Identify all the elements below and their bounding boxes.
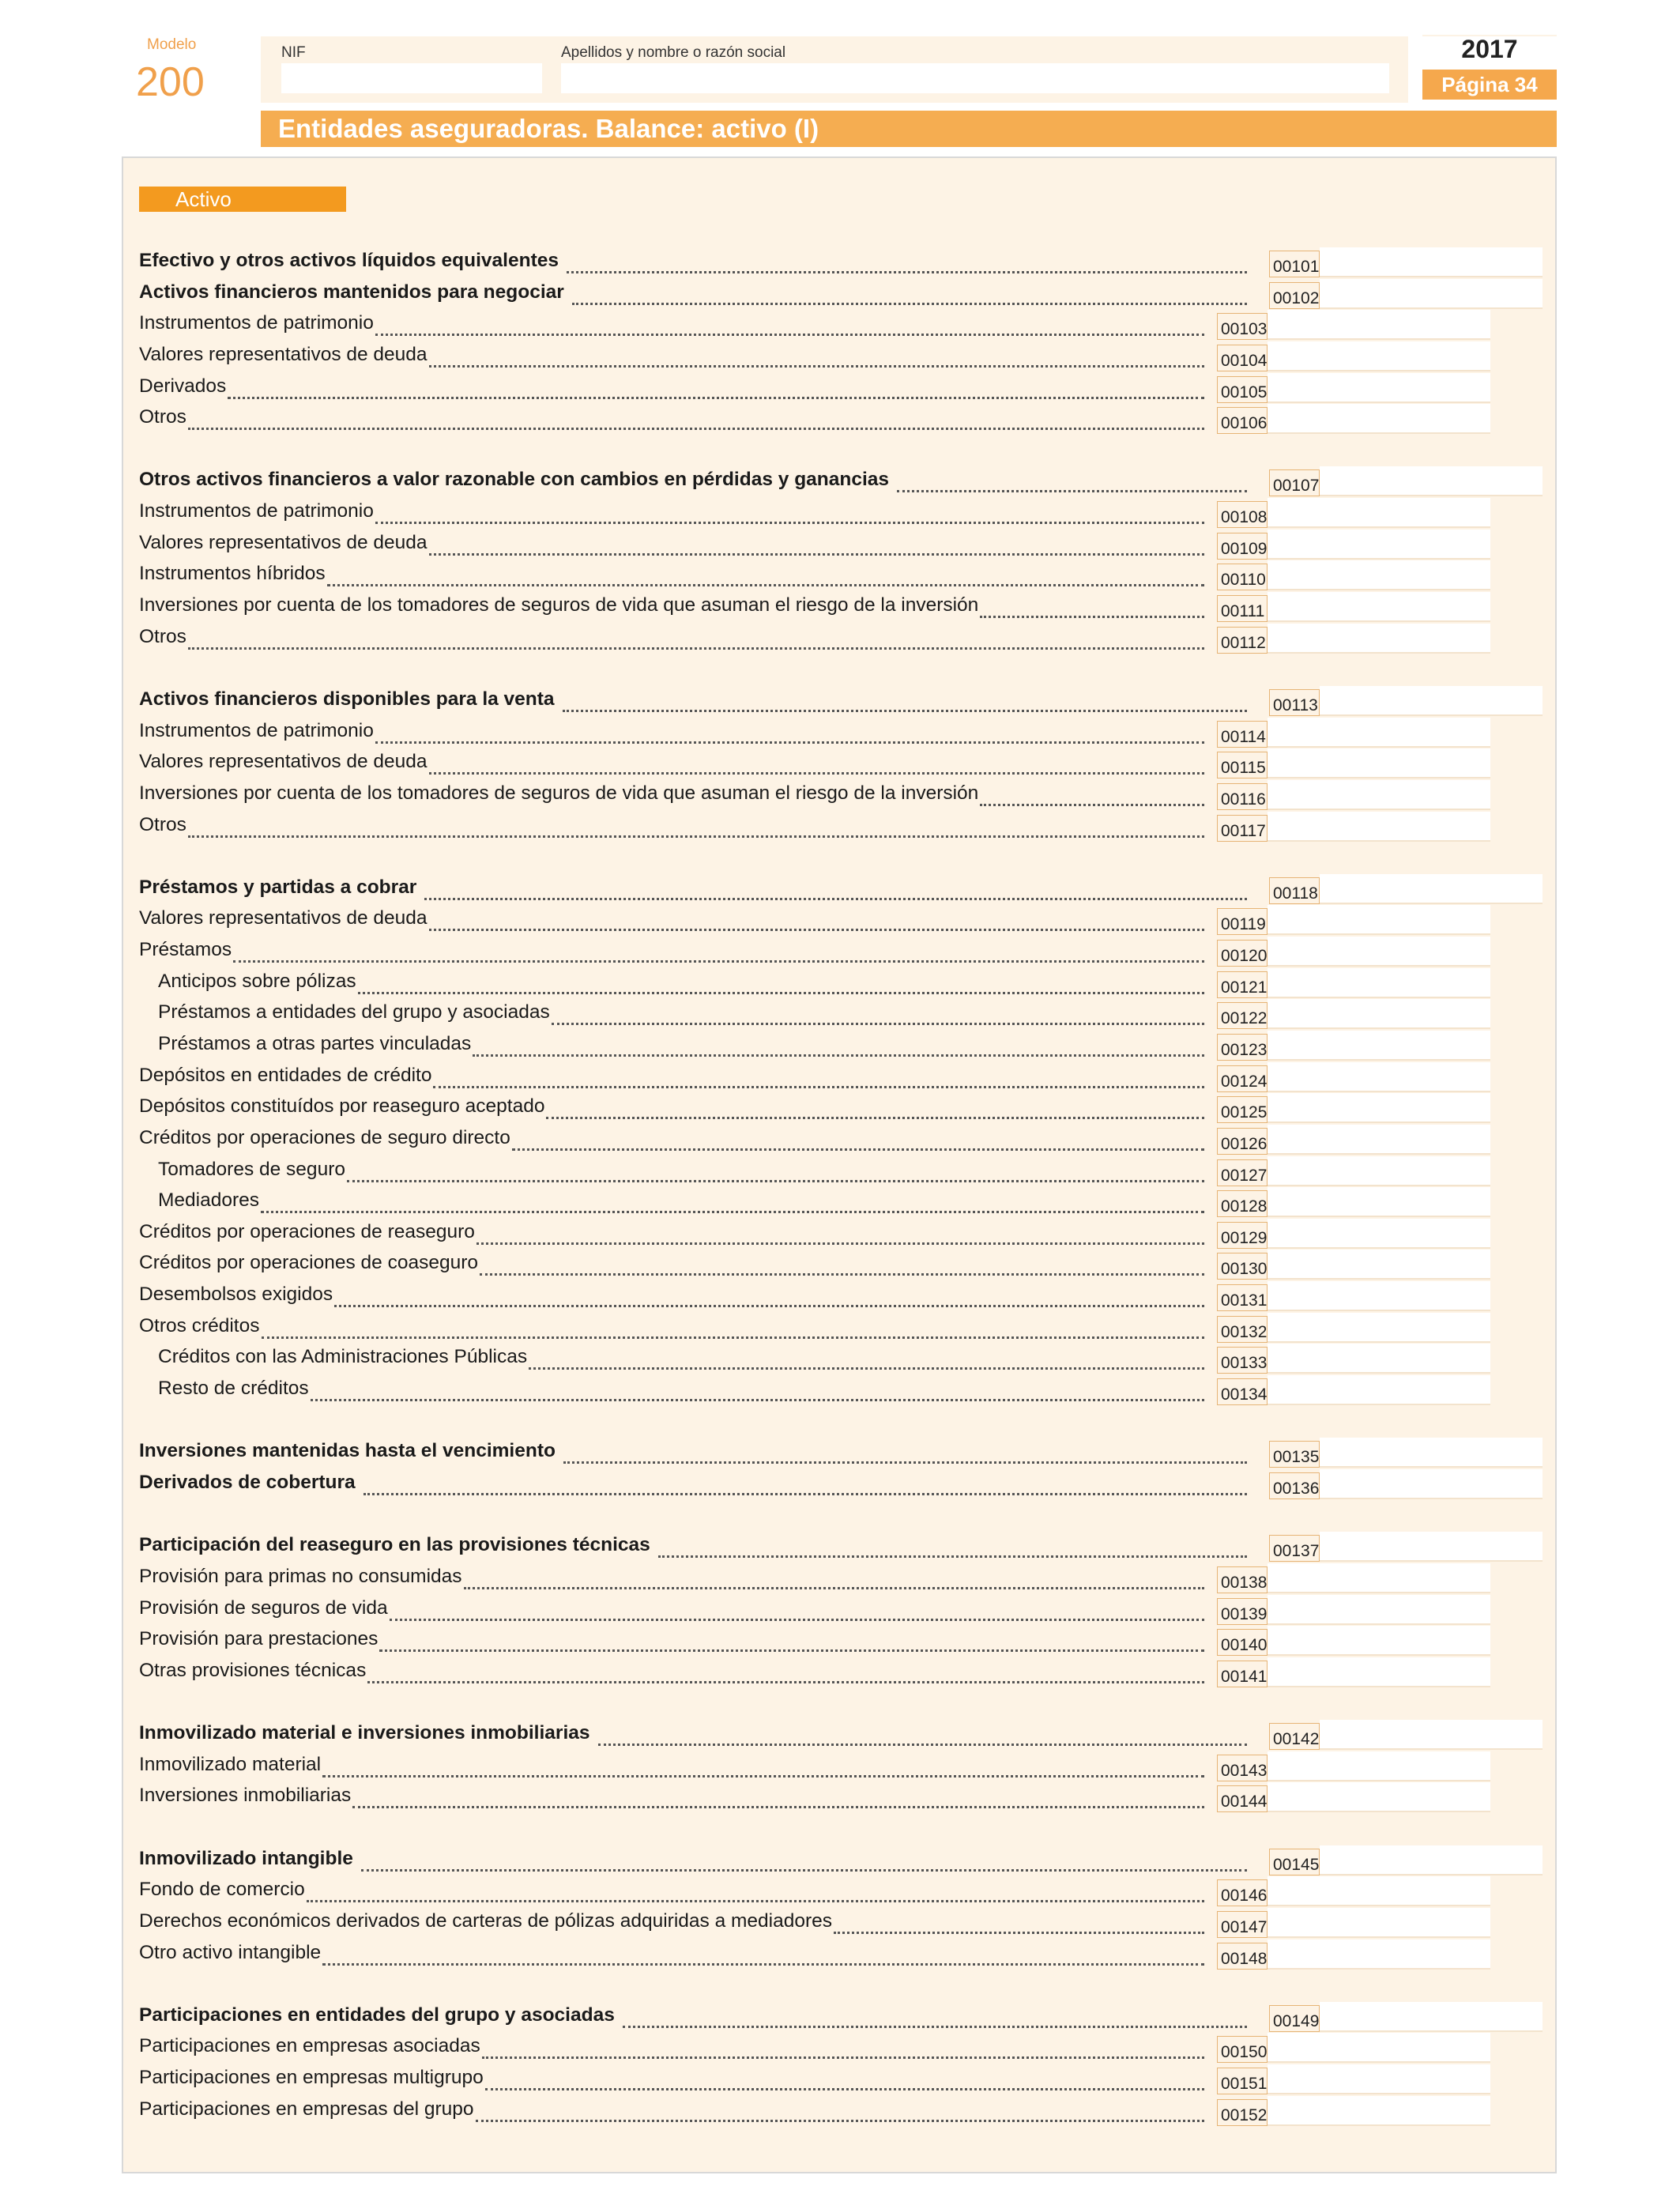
row-label: Depósitos constituídos por reaseguro aceptado	[139, 1095, 545, 1117]
leader-dots	[375, 718, 1204, 744]
amount-field[interactable]	[1320, 686, 1543, 716]
amount-field[interactable]	[1268, 780, 1490, 810]
row-label: Activos financieros disponibles para la venta	[139, 688, 555, 710]
row-label: Instrumentos de patrimonio	[139, 500, 374, 522]
row-label: Otros créditos	[139, 1315, 260, 1336]
leader-dots	[897, 466, 1247, 492]
leader-dots	[563, 1438, 1247, 1464]
amount-field[interactable]	[1320, 466, 1543, 496]
amount-field[interactable]	[1268, 1626, 1490, 1656]
row-code: 00121	[1217, 971, 1268, 998]
amount-field[interactable]	[1268, 748, 1490, 778]
row-label: Participaciones en empresas asociadas	[139, 2035, 480, 2056]
row-code: 00132	[1217, 1316, 1268, 1343]
row-code: 00126	[1217, 1128, 1268, 1155]
row-label: Derechos económicos derivados de carteras de pólizas adquiridas a mediadores	[139, 1910, 833, 1932]
amount-field[interactable]	[1268, 530, 1490, 560]
row-code: 00104	[1217, 345, 1268, 371]
row-label: Inmovilizado material e inversiones inmobiliarias	[139, 1722, 590, 1744]
leader-dots	[188, 404, 1204, 430]
row-code: 00116	[1217, 783, 1268, 810]
amount-field[interactable]	[1320, 247, 1543, 277]
leader-dots	[327, 560, 1204, 586]
row-label: Valores representativos de deuda	[139, 907, 428, 929]
nif-field[interactable]	[281, 63, 542, 93]
row-code: 00147	[1217, 1911, 1268, 1938]
row-label: Valores representativos de deuda	[139, 344, 428, 365]
row-label: Derivados	[139, 375, 227, 397]
row-label: Créditos por operaciones de reaseguro	[139, 1221, 475, 1242]
amount-field[interactable]	[1320, 1845, 1543, 1875]
amount-field[interactable]	[1268, 592, 1490, 622]
amount-field[interactable]	[1268, 2033, 1490, 2063]
leader-dots	[658, 1532, 1247, 1558]
row-label: Provisión para prestaciones	[139, 1628, 379, 1649]
leader-dots	[188, 812, 1204, 838]
row-code: 00129	[1217, 1222, 1268, 1249]
row-label: Préstamos a otras partes vinculadas	[158, 1033, 472, 1054]
row-code: 00113	[1269, 689, 1320, 716]
row-code: 00119	[1217, 908, 1268, 935]
row-label: Provisión de seguros de vida	[139, 1597, 388, 1619]
row-code: 00112	[1217, 627, 1268, 654]
leader-dots	[233, 937, 1204, 963]
leader-dots	[480, 1250, 1204, 1276]
row-label: Otro activo intangible	[139, 1942, 322, 1963]
amount-field[interactable]	[1268, 905, 1490, 935]
row-code: 00106	[1217, 407, 1268, 434]
amount-field[interactable]	[1320, 1469, 1543, 1499]
leader-dots	[262, 1313, 1204, 1339]
row-code: 00120	[1217, 940, 1268, 967]
amount-field[interactable]	[1268, 1908, 1490, 1938]
amount-field[interactable]	[1320, 279, 1543, 309]
row-code: 00131	[1217, 1284, 1268, 1311]
leader-dots	[334, 1281, 1204, 1307]
leader-dots	[429, 341, 1204, 368]
amount-field[interactable]	[1268, 310, 1490, 340]
row-label: Valores representativos de deuda	[139, 532, 428, 553]
leader-dots	[834, 1908, 1204, 1934]
amount-field[interactable]	[1268, 1657, 1490, 1687]
row-label: Provisión para primas no consumidas	[139, 1566, 462, 1587]
leader-dots	[188, 624, 1204, 650]
row-code: 00122	[1217, 1002, 1268, 1029]
row-code: 00133	[1217, 1347, 1268, 1374]
amount-field[interactable]	[1268, 968, 1490, 998]
amount-field[interactable]	[1268, 1782, 1490, 1812]
row-label: Participaciones en empresas del grupo	[139, 2098, 474, 2120]
row-code: 00107	[1269, 469, 1320, 496]
leader-dots	[347, 1156, 1204, 1182]
leader-dots	[485, 2064, 1204, 2090]
row-label: Préstamos	[139, 939, 232, 960]
row-code: 00146	[1217, 1879, 1268, 1906]
leader-dots	[307, 1876, 1204, 1902]
row-label: Préstamos a entidades del grupo y asociadas	[158, 1001, 550, 1023]
row-code: 00125	[1217, 1096, 1268, 1123]
amount-field[interactable]	[1268, 624, 1490, 654]
row-label: Otros	[139, 814, 186, 835]
amount-field[interactable]	[1268, 1125, 1490, 1155]
row-code: 00101	[1269, 251, 1320, 277]
amount-field[interactable]	[1268, 812, 1490, 842]
amount-field[interactable]	[1268, 341, 1490, 371]
row-code: 00143	[1217, 1755, 1268, 1781]
amount-field[interactable]	[1268, 718, 1490, 748]
leader-dots	[572, 279, 1247, 305]
row-code: 00117	[1217, 815, 1268, 842]
leader-dots	[352, 1782, 1204, 1808]
leader-dots	[361, 1845, 1247, 1872]
row-label: Anticipos sobre pólizas	[158, 971, 356, 992]
leader-dots	[429, 905, 1204, 931]
leader-dots	[563, 686, 1247, 712]
leader-dots	[429, 748, 1204, 775]
amount-field[interactable]	[1268, 2096, 1490, 2126]
row-code: 00105	[1217, 376, 1268, 403]
leader-dots	[598, 1720, 1247, 1746]
leader-dots	[980, 592, 1204, 618]
row-label: Instrumentos de patrimonio	[139, 312, 374, 334]
amount-field[interactable]	[1320, 2002, 1543, 2032]
row-label: Inversiones por cuenta de los tomadores de seguros de vida que asuman el riesgo de la inversión	[139, 782, 979, 804]
row-code: 00148	[1217, 1943, 1268, 1970]
amount-field[interactable]	[1268, 404, 1490, 434]
row-code: 00130	[1217, 1253, 1268, 1280]
row-label: Activos financieros mantenidos para negociar	[139, 281, 564, 303]
row-label: Instrumentos de patrimonio	[139, 720, 374, 741]
leader-dots	[477, 1219, 1204, 1245]
amount-field[interactable]	[1320, 1720, 1543, 1750]
leader-dots	[482, 2033, 1204, 2059]
row-code: 00115	[1217, 752, 1268, 778]
row-code: 00134	[1217, 1378, 1268, 1405]
amount-field[interactable]	[1268, 1940, 1490, 1970]
row-label: Créditos con las Administraciones Públicas	[158, 1346, 528, 1367]
amount-field[interactable]	[1268, 1093, 1490, 1123]
row-label: Inmovilizado intangible	[139, 1848, 353, 1869]
leader-dots	[433, 1062, 1204, 1088]
row-label: Instrumentos híbridos	[139, 563, 326, 584]
row-code: 00149	[1269, 2005, 1320, 2032]
leader-dots	[358, 968, 1204, 994]
amount-field[interactable]	[1268, 373, 1490, 403]
row-label: Derivados de cobertura	[139, 1472, 356, 1493]
row-code: 00118	[1269, 877, 1320, 904]
row-label: Tomadores de seguro	[158, 1159, 345, 1180]
row-code: 00138	[1217, 1566, 1268, 1593]
row-label: Participaciones en entidades del grupo y asociadas	[139, 2004, 615, 2026]
leader-dots	[980, 780, 1204, 806]
year-label: 2017	[1422, 35, 1557, 62]
row-label: Participación del reaseguro en las provisiones técnicas	[139, 1534, 650, 1555]
row-label: Créditos por operaciones de seguro directo	[139, 1127, 510, 1148]
row-label: Efectivo y otros activos líquidos equivalentes	[139, 250, 559, 271]
leader-dots	[623, 2002, 1247, 2028]
amount-field[interactable]	[1320, 874, 1543, 904]
amount-field[interactable]	[1268, 560, 1490, 590]
row-code: 00124	[1217, 1065, 1268, 1092]
row-code: 00127	[1217, 1159, 1268, 1186]
row-label: Otras provisiones técnicas	[139, 1660, 367, 1681]
row-label: Inversiones por cuenta de los tomadores de seguros de vida que asuman el riesgo de la inversión	[139, 594, 979, 616]
amount-field[interactable]	[1268, 1281, 1490, 1311]
amount-field[interactable]	[1268, 1751, 1490, 1781]
name-label: Apellidos y nombre o razón social	[561, 44, 786, 61]
amount-field[interactable]	[1320, 1438, 1543, 1468]
amount-field[interactable]	[1268, 1062, 1490, 1092]
row-code: 00103	[1217, 313, 1268, 340]
row-code: 00137	[1269, 1535, 1320, 1562]
row-label: Resto de créditos	[158, 1378, 309, 1399]
row-label: Desembolsos exigidos	[139, 1284, 333, 1305]
row-label: Inversiones inmobiliarias	[139, 1785, 352, 1806]
amount-field[interactable]	[1268, 1595, 1490, 1625]
amount-field[interactable]	[1268, 1344, 1490, 1374]
row-code: 00135	[1269, 1441, 1320, 1468]
row-code: 00110	[1217, 564, 1268, 590]
row-code: 00150	[1217, 2036, 1268, 2063]
row-code: 00142	[1269, 1723, 1320, 1750]
row-label: Fondo de comercio	[139, 1879, 305, 1900]
row-code: 00139	[1217, 1598, 1268, 1625]
amount-field[interactable]	[1268, 1219, 1490, 1249]
row-label: Otros	[139, 406, 186, 428]
amount-field[interactable]	[1268, 1250, 1490, 1280]
amount-field[interactable]	[1268, 1313, 1490, 1343]
row-code: 00140	[1217, 1629, 1268, 1656]
row-code: 00151	[1217, 2068, 1268, 2094]
row-code: 00144	[1217, 1785, 1268, 1812]
row-code: 00114	[1217, 721, 1268, 748]
amount-field[interactable]	[1268, 999, 1490, 1029]
amount-field[interactable]	[1268, 1187, 1490, 1217]
leader-dots	[512, 1125, 1204, 1151]
leader-dots	[546, 1093, 1204, 1119]
row-code: 00141	[1217, 1661, 1268, 1687]
leader-dots	[367, 1657, 1204, 1683]
name-field[interactable]	[561, 63, 1389, 93]
leader-dots	[228, 373, 1204, 399]
amount-field[interactable]	[1320, 1532, 1543, 1562]
row-code: 00108	[1217, 501, 1268, 528]
amount-field[interactable]	[1268, 2064, 1490, 2094]
row-code: 00136	[1269, 1472, 1320, 1499]
leader-dots	[261, 1187, 1204, 1213]
leader-dots	[379, 1626, 1204, 1652]
leader-dots	[529, 1344, 1204, 1370]
amount-field[interactable]	[1268, 1375, 1490, 1405]
row-label: Inmovilizado material	[139, 1754, 322, 1775]
leader-dots	[567, 247, 1247, 273]
leader-dots	[363, 1469, 1247, 1495]
row-code: 00102	[1269, 282, 1320, 309]
leader-dots	[429, 530, 1204, 556]
row-code: 00109	[1217, 533, 1268, 560]
leader-dots	[311, 1375, 1204, 1401]
leader-dots	[375, 498, 1204, 524]
row-code: 00145	[1269, 1849, 1320, 1875]
row-label: Valores representativos de deuda	[139, 751, 428, 772]
page-title: Entidades aseguradoras. Balance: activo (I)	[261, 111, 1557, 147]
amount-field[interactable]	[1268, 937, 1490, 967]
row-label: Mediadores	[158, 1189, 260, 1211]
row-label: Otros activos financieros a valor razonable con cambios en pérdidas y ganancias	[139, 469, 890, 490]
row-label: Depósitos en entidades de crédito	[139, 1065, 432, 1086]
leader-dots	[390, 1595, 1204, 1621]
leader-dots	[375, 310, 1204, 336]
leader-dots	[322, 1751, 1204, 1777]
leader-dots	[552, 999, 1204, 1025]
row-label: Otros	[139, 626, 186, 647]
row-code: 00152	[1217, 2099, 1268, 2126]
section-tab-activo: Activo	[139, 187, 346, 212]
amount-field[interactable]	[1268, 1563, 1490, 1593]
leader-dots	[473, 1031, 1204, 1057]
nif-label: NIF	[281, 44, 306, 61]
row-label: Préstamos y partidas a cobrar	[139, 876, 417, 898]
modelo-label: Modelo	[147, 36, 197, 53]
leader-dots	[322, 1940, 1204, 1966]
amount-field[interactable]	[1268, 1156, 1490, 1186]
leader-dots	[464, 1563, 1204, 1589]
leader-dots	[424, 874, 1247, 900]
page-number-badge: Página 34	[1422, 70, 1557, 100]
amount-field[interactable]	[1268, 1876, 1490, 1906]
row-code: 00128	[1217, 1190, 1268, 1217]
leader-dots	[476, 2096, 1204, 2122]
row-code: 00123	[1217, 1034, 1268, 1061]
amount-field[interactable]	[1268, 498, 1490, 528]
row-label: Participaciones en empresas multigrupo	[139, 2067, 484, 2088]
modelo-number: 200	[136, 59, 205, 105]
amount-field[interactable]	[1268, 1031, 1490, 1061]
row-label: Inversiones mantenidas hasta el vencimiento	[139, 1440, 556, 1461]
row-label: Créditos por operaciones de coaseguro	[139, 1252, 479, 1273]
row-code: 00111	[1217, 595, 1268, 622]
